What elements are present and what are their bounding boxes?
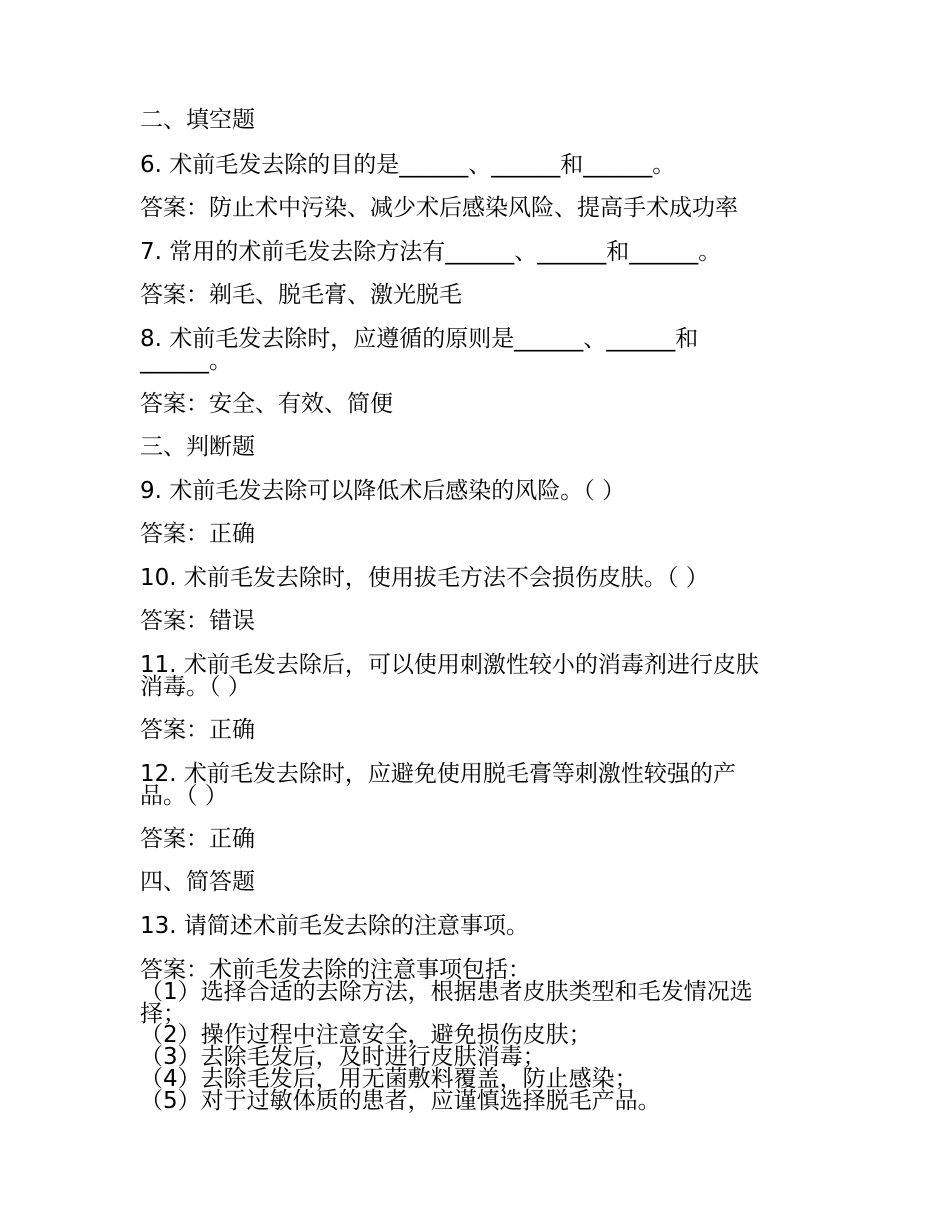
section-heading-short-answer: 四、简答题 [140, 869, 255, 895]
answer-6: 答案：防止术中污染、减少术后感染风险、提高手术成功率 [140, 195, 738, 221]
question-6: 6. 术前毛发去除的目的是______、______和______。 [140, 152, 676, 178]
answer-10: 答案：错误 [140, 608, 255, 634]
answer-7: 答案：剃毛、脱毛膏、激光脱毛 [140, 282, 462, 308]
answer-8: 答案：安全、有效、简便 [140, 391, 393, 417]
answer-13-item: （5）对于过敏体质的患者，应谨慎选择脱毛产品。 [140, 1088, 661, 1114]
question-8-line-2: ______。 [140, 348, 232, 374]
question-10: 10. 术前毛发去除时，使用拔毛方法不会损伤皮肤。（ ） [140, 565, 709, 591]
answer-13-item: 择； [140, 1001, 186, 1027]
question-9: 9. 术前毛发去除可以降低术后感染的风险。（ ） [140, 478, 626, 504]
answer-11: 答案：正确 [140, 717, 255, 743]
answer-12: 答案：正确 [140, 826, 255, 852]
answer-13-intro: 答案：术前毛发去除的注意事项包括： [140, 957, 531, 983]
section-heading-fill-blank: 二、填空题 [140, 107, 255, 133]
answer-13-item: （4）去除毛发后，用无菌敷料覆盖，防止感染； [140, 1066, 638, 1092]
section-heading-true-false: 三、判断题 [140, 434, 255, 460]
question-11-line-1: 11. 术前毛发去除后，可以使用刺激性较小的消毒剂进行皮肤 [140, 652, 759, 678]
question-12-line-1: 12. 术前毛发去除时，应避免使用脱毛膏等刺激性较强的产 [140, 761, 736, 787]
answer-13-item: （2）操作过程中注意安全，避免损伤皮肤； [140, 1022, 592, 1048]
question-11-line-2: 消毒。（ ） [140, 674, 251, 700]
answer-9: 答案：正确 [140, 521, 255, 547]
answer-13-item: （1）选择合适的去除方法，根据患者皮肤类型和毛发情况选 [140, 979, 753, 1005]
question-13: 13. 请简述术前毛发去除的注意事项。 [140, 913, 529, 939]
answer-13-item: （3）去除毛发后，及时进行皮肤消毒； [140, 1044, 546, 1070]
question-7: 7. 常用的术前毛发去除方法有______、______和______。 [140, 239, 722, 265]
question-12-line-2: 品。（ ） [140, 783, 228, 809]
question-8-line-1: 8. 术前毛发去除时，应遵循的原则是______、______和 [140, 326, 699, 352]
